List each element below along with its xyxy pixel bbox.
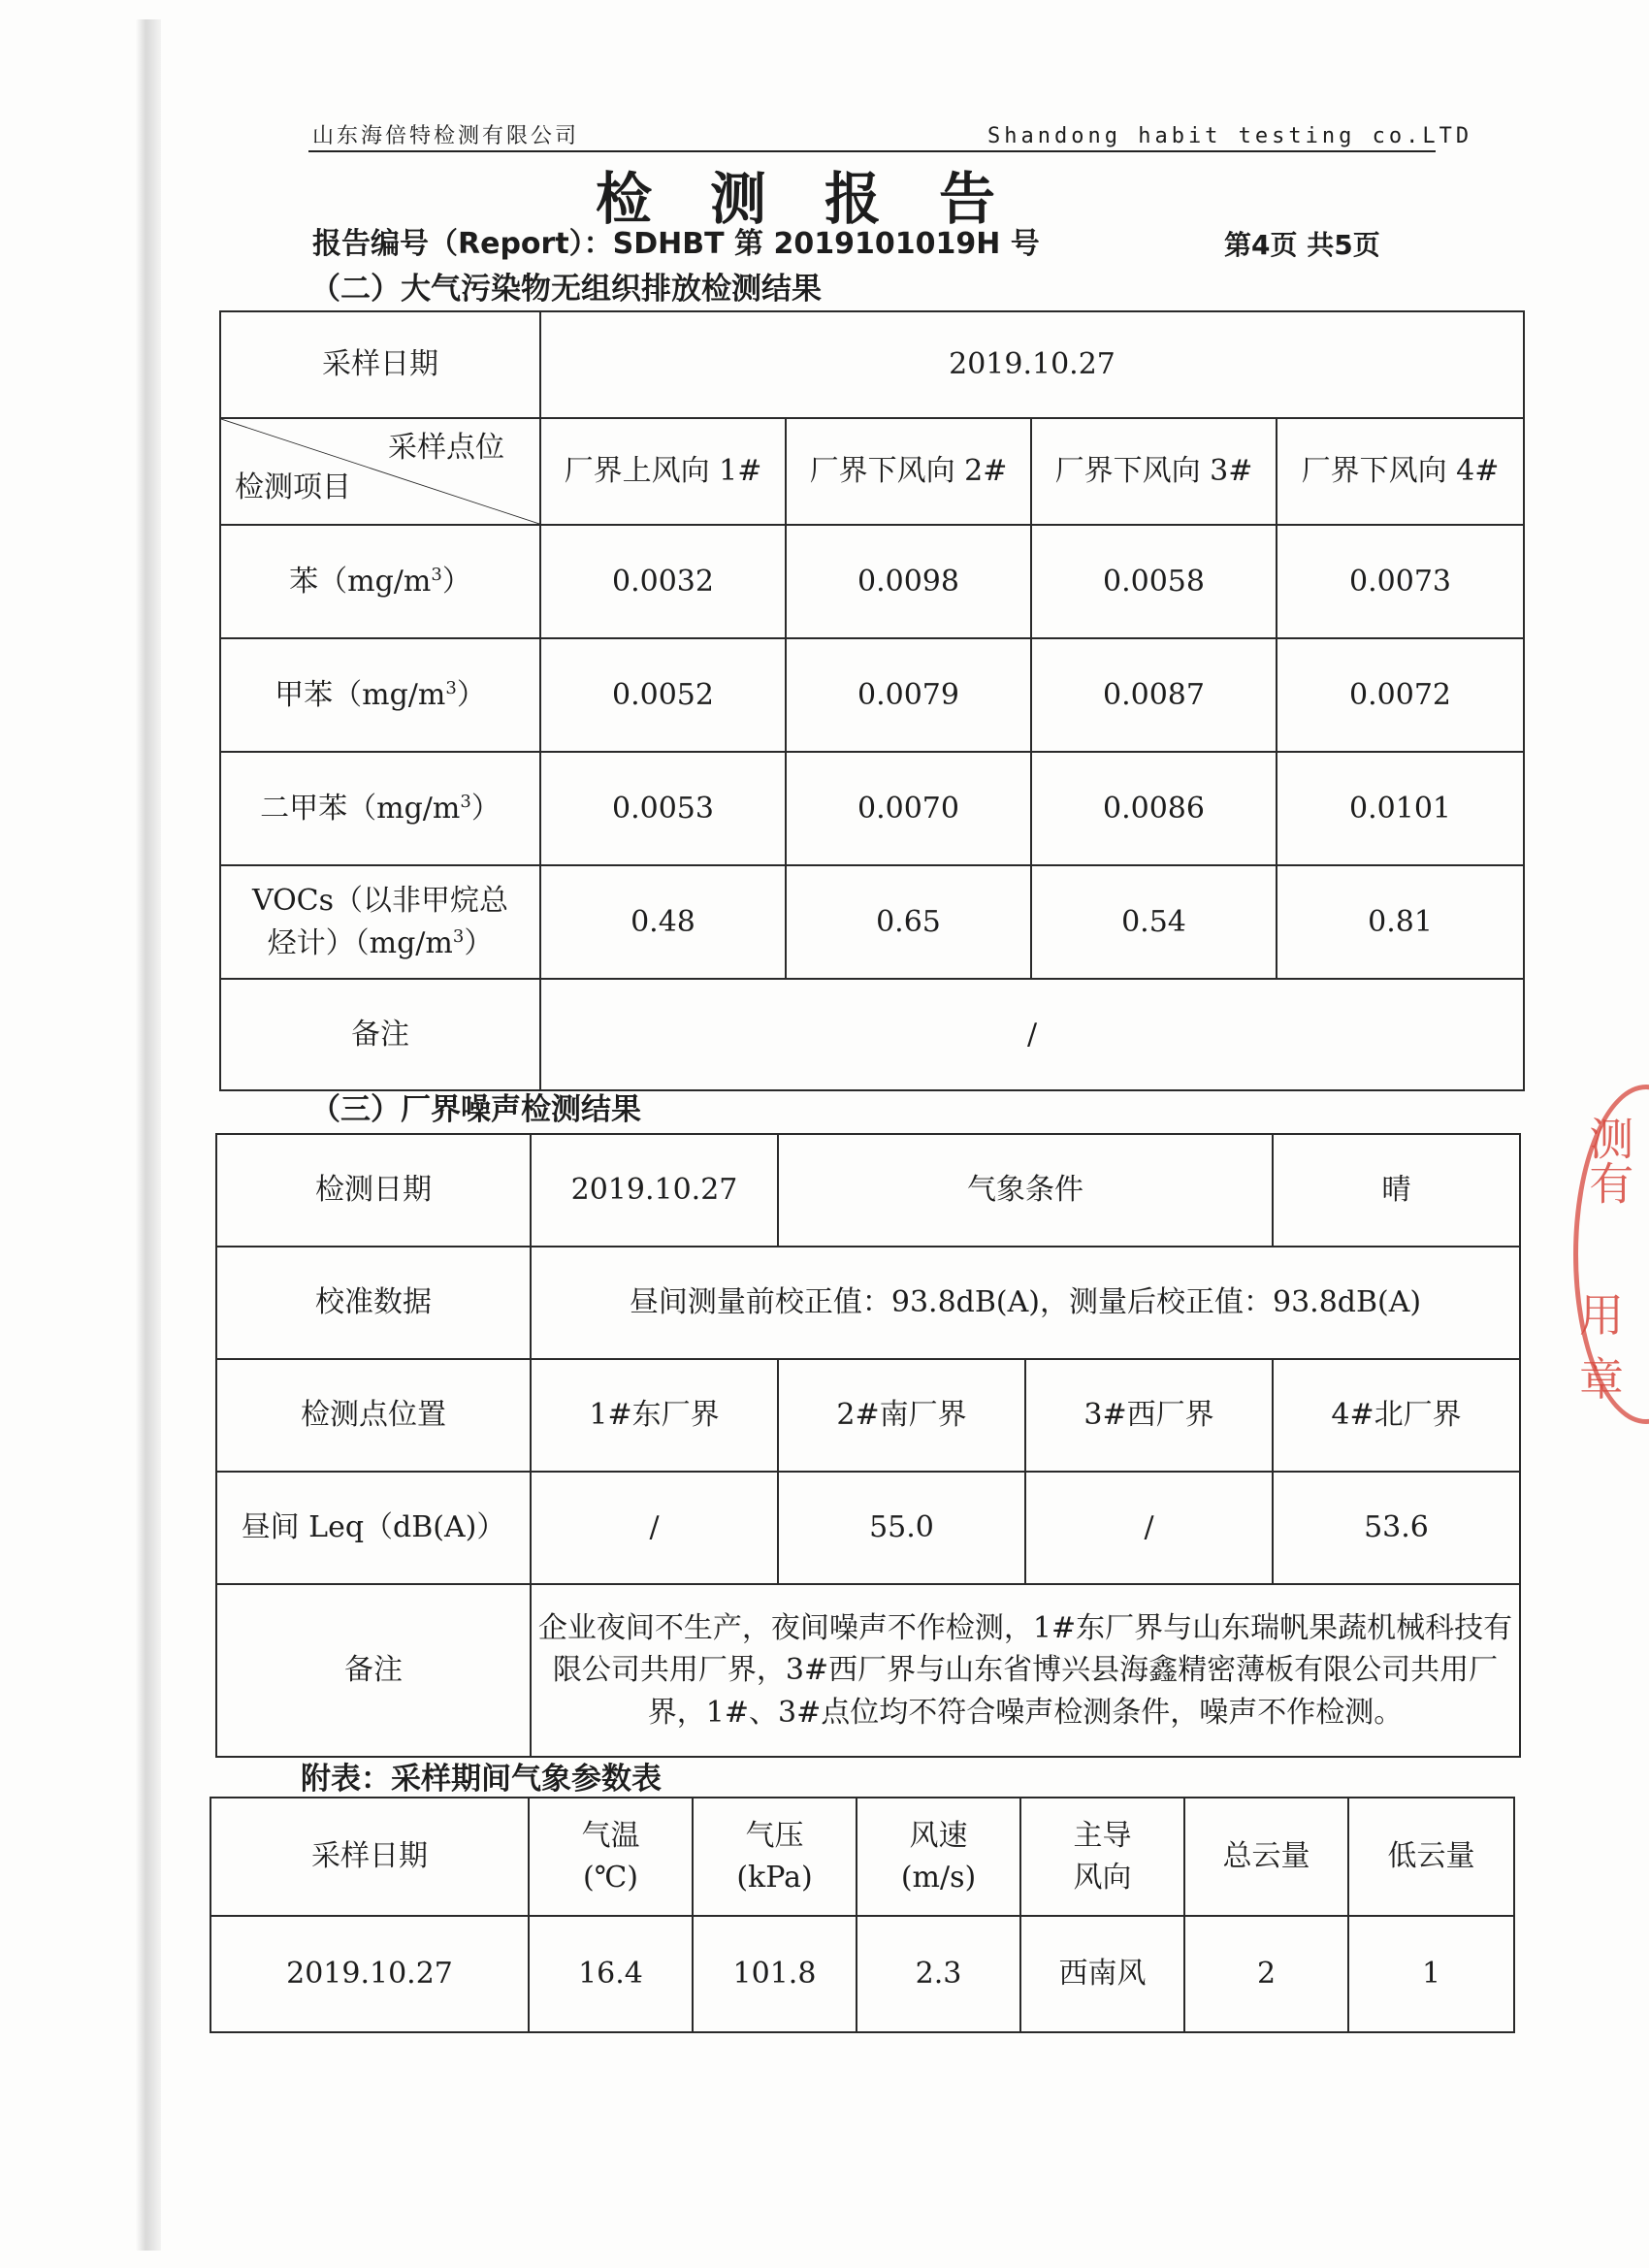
seal-text-top: 测有 [1582, 1116, 1635, 1205]
table-cell: 0.0101 [1277, 752, 1524, 865]
row-label: 甲苯$(mg/m^3)$ [220, 638, 540, 752]
section3-heading: （三）厂界噪声检测结果 [310, 1092, 641, 1127]
calibration-value: 昼间测量前校正值：93.8dB(A)，测量后校正值：93.8dB(A) [531, 1247, 1520, 1359]
report-title: 检测报告 [595, 166, 1053, 232]
table-cell: 0.0073 [1277, 525, 1524, 638]
weather-label: 气象条件 [778, 1134, 1273, 1247]
point-cell: 3#西厂界 [1025, 1359, 1273, 1472]
air-pollutant-table [219, 310, 1525, 1091]
table-cell: 0.65 [786, 865, 1031, 979]
company-name-cn: 山东海倍特检测有限公司 [312, 124, 580, 148]
table-cell: 0.0098 [786, 525, 1031, 638]
column-header: 厂界下风向 2# [786, 418, 1031, 525]
leq-cell: / [1025, 1472, 1273, 1584]
point-cell: 1#东厂界 [531, 1359, 778, 1472]
leq-cell: 53.6 [1273, 1472, 1520, 1584]
sampling-date-label: 采样日期 [220, 311, 540, 418]
leq-label: 昼间 Leq（dB(A)） [216, 1472, 531, 1584]
header-temperature: 气温 (℃) [529, 1798, 693, 1916]
noise-note-text: 企业夜间不生产，夜间噪声不作检测，1#东厂界与山东瑞帆果蔬机械科技有限公司共用厂界，3#西厂界与山东省博兴县海鑫精密薄板有限公司共用厂界，1#、3#点位均不符合噪声检测条件，噪声不作检测。 [531, 1584, 1520, 1757]
header-sampling-date: 采样日期 [210, 1798, 529, 1916]
table-cell: 0.81 [1277, 865, 1524, 979]
company-name-en: Shandong habit testing co.LTD [987, 124, 1473, 148]
diag-top-label: 采样点位 [388, 431, 504, 465]
table-cell: 0.0079 [786, 638, 1031, 752]
table-cell: 0.0032 [540, 525, 786, 638]
header-pressure: 气压 (kPa) [693, 1798, 857, 1916]
sampling-date-value: 2019.10.27 [540, 311, 1524, 418]
date-label: 检测日期 [216, 1134, 531, 1247]
header-total-cloud: 总云量 [1184, 1798, 1348, 1916]
table-cell: 0.0053 [540, 752, 786, 865]
table-cell: 101.8 [693, 1916, 857, 2032]
page-number: 第4页 共5页 [1224, 229, 1380, 261]
table-cell: 0.0058 [1031, 525, 1277, 638]
table-row [220, 752, 1524, 865]
header-wind-speed: 风速 (m/s) [857, 1798, 1020, 1916]
table-cell: 0.0072 [1277, 638, 1524, 752]
header-divider [308, 150, 1436, 152]
date-value: 2019.10.27 [531, 1134, 778, 1247]
appendix-heading: 附表：采样期间气象参数表 [301, 1762, 662, 1797]
weather-value: 晴 [1273, 1134, 1520, 1247]
leq-cell: / [531, 1472, 778, 1584]
table-row [220, 638, 1524, 752]
table-cell: 西南风 [1020, 1916, 1184, 2032]
table-cell: 0.0086 [1031, 752, 1277, 865]
table-row [220, 865, 1524, 979]
leq-cell: 55.0 [778, 1472, 1025, 1584]
diagonal-header-cell [220, 418, 540, 525]
table-cell: 0.54 [1031, 865, 1277, 979]
table-cell: 0.0087 [1031, 638, 1277, 752]
table-cell: 2 [1184, 1916, 1348, 2032]
table-row [220, 525, 1524, 638]
report-number: 报告编号（Report）：SDHBT 第 2019101019H 号 [312, 227, 1040, 261]
row-label: 苯$(mg/m^3)$ [220, 525, 540, 638]
table-cell: 0.0052 [540, 638, 786, 752]
noise-table [215, 1133, 1521, 1758]
seal-text-bottom: 用章 [1579, 1289, 1624, 1406]
column-header: 厂界下风向 4# [1277, 418, 1524, 525]
points-label: 检测点位置 [216, 1359, 531, 1472]
table-cell: 2019.10.27 [210, 1916, 529, 2032]
section2-heading: （二）大气污染物无组织排放检测结果 [310, 272, 822, 307]
calibration-label: 校准数据 [216, 1247, 531, 1359]
table-row [210, 1916, 1514, 2032]
diag-bottom-label: 检测项目 [235, 470, 351, 504]
column-header: 厂界下风向 3# [1031, 418, 1277, 525]
row-label: 二甲苯$(mg/m^3)$ [220, 752, 540, 865]
table-cell: 0.0070 [786, 752, 1031, 865]
weather-table [210, 1797, 1515, 2033]
column-header: 厂界上风向 1# [540, 418, 786, 525]
row-label: VOCs（以非甲烷总 烃计）$(mg/m^3)$ [220, 865, 540, 979]
note-value: / [540, 979, 1524, 1090]
header-low-cloud: 低云量 [1348, 1798, 1514, 1916]
header-wind-direction: 主导 风向 [1020, 1798, 1184, 1916]
point-cell: 4#北厂界 [1273, 1359, 1520, 1472]
table-cell: 0.48 [540, 865, 786, 979]
point-cell: 2#南厂界 [778, 1359, 1025, 1472]
table-cell: 2.3 [857, 1916, 1020, 2032]
table-cell: 16.4 [529, 1916, 693, 2032]
binding-shadow [136, 19, 161, 2251]
table-cell: 1 [1348, 1916, 1514, 2032]
note-label: 备注 [220, 979, 540, 1090]
noise-note-label: 备注 [216, 1584, 531, 1757]
